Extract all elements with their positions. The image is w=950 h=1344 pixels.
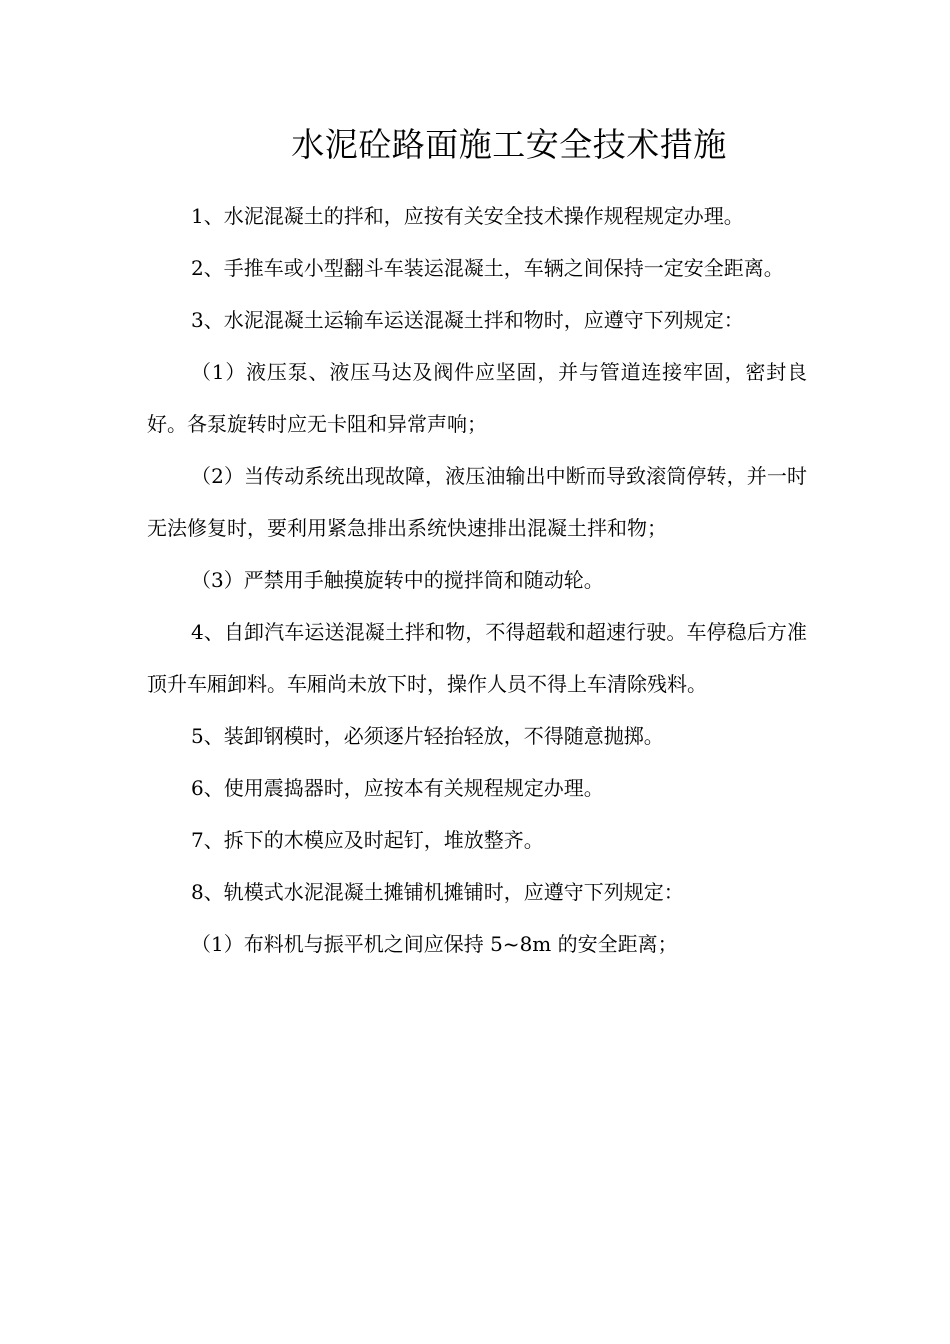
paragraph-3-item-1: （1）液压泵、液压马达及阀件应坚固，并与管道连接牢固，密封良好。各泵旋转时应无卡阻和异常声响； [147, 360, 807, 436]
document-title: 水泥砼路面施工安全技术措施 [291, 125, 727, 164]
paragraph-1: 1、水泥混凝土的拌和，应按有关安全技术操作规程规定办理。 [191, 204, 744, 228]
document-body [147, 190, 807, 970]
paragraph-8-item-1: （1）布料机与振平机之间应保持 5~8m 的安全距离； [191, 932, 678, 956]
paragraph-3-item-3: （3）严禁用手触摸旋转中的搅拌筒和随动轮。 [191, 568, 604, 592]
paragraph-6: 6、使用震捣器时，应按本有关规程规定办理。 [191, 776, 604, 800]
paragraph-4: 4、自卸汽车运送混凝土拌和物，不得超载和超速行驶。车停稳后方准顶升车厢卸料。车厢尚未放下时，操作人员不得上车清除残料。 [147, 620, 807, 696]
paragraph-8: 8、轨模式水泥混凝土摊铺机摊铺时，应遵守下列规定： [191, 880, 684, 904]
paragraph-2: 2、手推车或小型翻斗车装运混凝土，车辆之间保持一定安全距离。 [191, 256, 784, 280]
paragraph-7: 7、拆下的木模应及时起钉，堆放整齐。 [191, 828, 544, 852]
paragraph-3: 3、水泥混凝土运输车运送混凝土拌和物时，应遵守下列规定： [191, 308, 744, 332]
paragraph-3-item-2: （2）当传动系统出现故障，液压油输出中断而导致滚筒停转，并一时无法修复时，要利用紧急排出系统快速排出混凝土拌和物； [147, 464, 807, 540]
paragraph-5: 5、装卸钢模时，必须逐片轻抬轻放，不得随意抛掷。 [191, 724, 664, 748]
